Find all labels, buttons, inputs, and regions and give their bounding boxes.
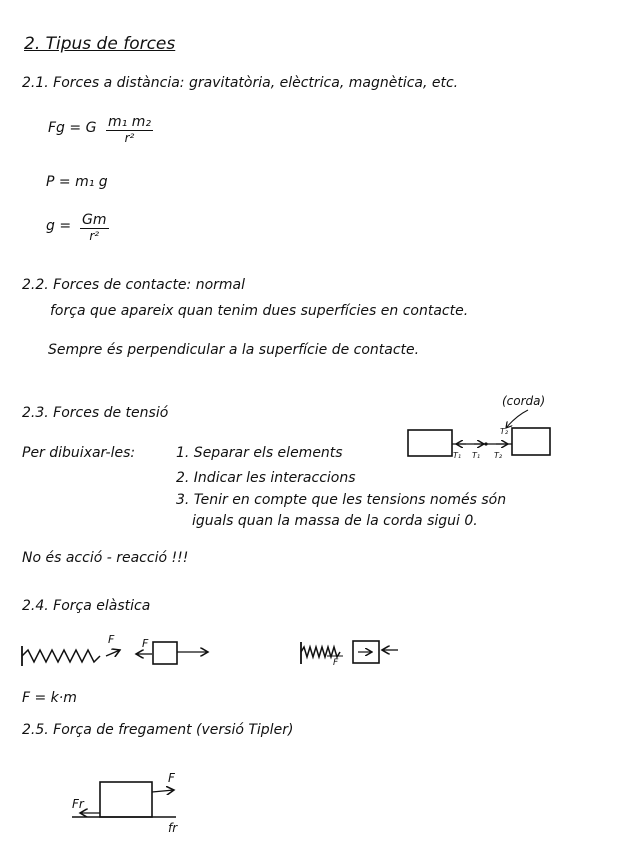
- normal-force-line-2: Sempre és perpendicular a la superfície de contacte.: [48, 342, 420, 358]
- g-formula-denominator: r²: [89, 229, 100, 243]
- friction-fr-label: Fr: [72, 797, 84, 811]
- page-title: 2. Tipus de forces: [24, 34, 176, 54]
- draw-steps-label: Per dibuixar-les:: [22, 445, 136, 461]
- section-2-3-heading: 2.3. Forces de tensió: [22, 405, 169, 421]
- spring-f-label: F: [108, 633, 115, 646]
- step-1: 1. Separar els elements: [176, 445, 343, 461]
- gravity-formula-numerator: m₁ m₂: [108, 114, 151, 130]
- section-2-2-heading: 2.2. Forces de contacte: normal: [22, 277, 246, 293]
- t2-label-a: T₂: [494, 451, 503, 460]
- rope-label: (corda): [502, 394, 546, 408]
- step-2: 2. Indicar les interaccions: [176, 470, 356, 486]
- weight-formula: P = m₁ g: [46, 174, 108, 190]
- section-2-1-heading: 2.1. Forces a distància: gravitatòria, elèctrica, magnètica, etc.: [22, 75, 459, 91]
- t1-label-b: T₁: [472, 451, 481, 460]
- section-2-4-heading: 2.4. Força elàstica: [22, 598, 151, 614]
- friction-block: [100, 782, 152, 817]
- block-f-label: F: [142, 637, 149, 650]
- gravity-formula-denominator: r²: [124, 131, 135, 145]
- elastic-formula: F = k·m: [22, 690, 77, 706]
- compressed-f-label: F: [333, 658, 339, 668]
- g-formula-left: g =: [46, 218, 72, 234]
- applied-f-label: F: [168, 771, 175, 785]
- t2-label-b: T₂: [500, 427, 509, 436]
- applied-force-arrow: [152, 790, 174, 792]
- gravity-formula-left: Fg = G: [48, 120, 97, 136]
- no-action-reaction-note: No és acció - reacció !!!: [22, 550, 189, 566]
- step-3b: iguals quan la massa de la corda sigui 0.: [192, 513, 478, 529]
- g-formula-numerator: Gm: [82, 212, 107, 228]
- normal-force-line-1: força que apareix quan tenim dues superfícies en contacte.: [50, 303, 469, 319]
- step-3a: 3. Tenir en compte que les tensions només són: [176, 492, 507, 508]
- section-2-5-heading: 2.5. Força de fregament (versió Tipler): [22, 722, 294, 738]
- t1-label-a: T₁: [453, 451, 462, 460]
- ground-fr-label: fr: [168, 821, 178, 835]
